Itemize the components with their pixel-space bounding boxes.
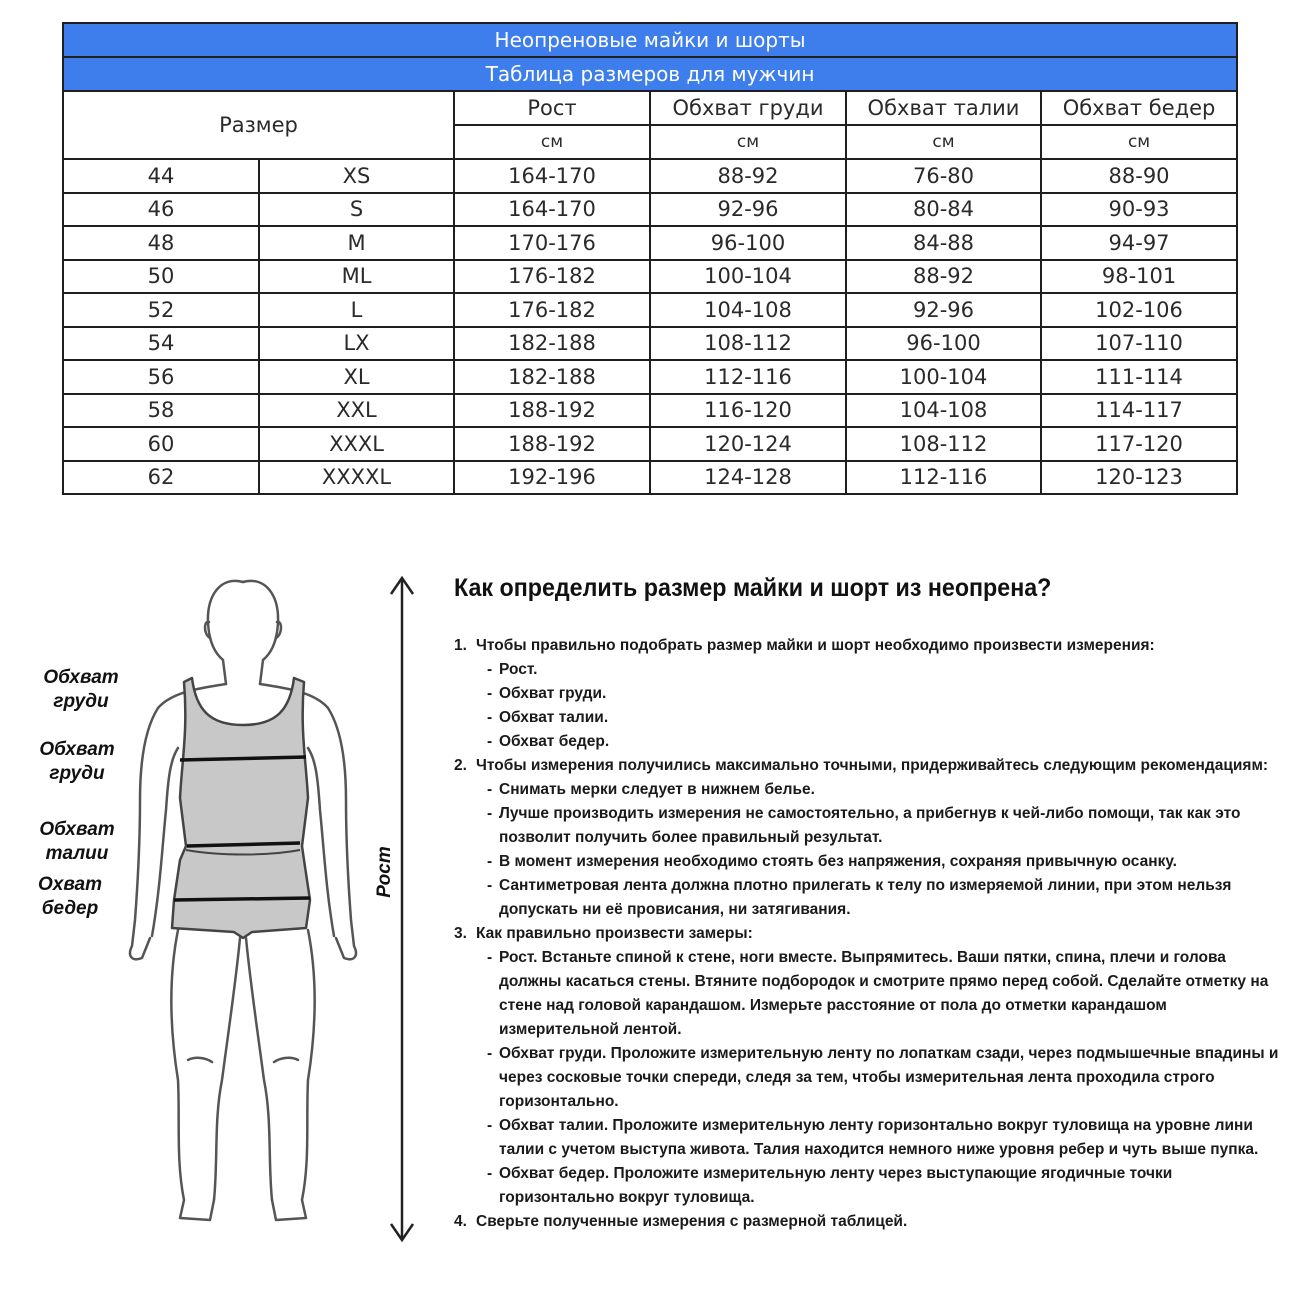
table-cell: LX: [259, 327, 454, 361]
column-unit-waist: см: [846, 125, 1041, 159]
table-cell: XXXL: [259, 427, 454, 461]
table-cell: 124-128: [650, 461, 846, 495]
instruction-subitem-text: Обхват талии. Проложите измерительную ленту горизонтально вокруг туловища на уровне лини талии с учетом выступа живота. Талия находится немного ниже уровня ребер и чуть выше пупка.: [499, 1117, 1259, 1158]
table-cell: 108-112: [650, 327, 846, 361]
size-table: [62, 22, 1238, 495]
instruction-subitem: - Обхват груди. Проложите измерительную ленту по лопаткам сзади, через подмышечные впадины и через сосковые точки спереди, следя за тем, чтобы измерительная лента проходила строго горизонтально.: [454, 1042, 1284, 1114]
table-row: [63, 226, 1237, 260]
table-row: [63, 327, 1237, 361]
table-cell: 107-110: [1041, 327, 1237, 361]
table-row: [63, 193, 1237, 227]
instruction-text: Сверьте полученные измерения с размерной таблицей.: [476, 1213, 908, 1230]
table-cell: 94-97: [1041, 226, 1237, 260]
table-cell: 46: [63, 193, 259, 227]
table-row: [63, 360, 1237, 394]
table-cell: S: [259, 193, 454, 227]
instruction-subitem: - Рост. Встаньте спиной к стене, ноги вместе. Выпрямитесь. Ваши пятки, спина, плечи и голова должны касаться стены. Втяните подбородок и смотрите прямо перед собой. Сделайте отметку на стене над головой карандашом. Измерьте расстояние от пола до отметки карандашом измерительной лентой.: [454, 946, 1284, 1042]
instruction-subitem-text: Снимать мерки следует в нижнем белье.: [499, 781, 815, 798]
table-cell: 88-92: [846, 260, 1041, 294]
label-chest-2: Обхват груди: [39, 739, 115, 784]
table-cell: 114-117: [1041, 394, 1237, 428]
label-height: Рост: [374, 846, 395, 898]
table-cell: 100-104: [650, 260, 846, 294]
table-cell: 112-116: [846, 461, 1041, 495]
table-cell: 98-101: [1041, 260, 1237, 294]
instructions-list: [454, 634, 1284, 1234]
column-header-waist: Обхват талии: [846, 91, 1041, 125]
instruction-subitem-text: Сантиметровая лента должна плотно прилегать к телу по измеряемой линии, при этом нельзя допускать ни её провисания, ни затягивания.: [499, 877, 1232, 918]
table-cell: 100-104: [846, 360, 1041, 394]
table-cell: 104-108: [650, 293, 846, 327]
instruction-item: [454, 1210, 1284, 1234]
column-header-chest: Обхват груди: [650, 91, 846, 125]
table-subtitle: Таблица размеров для мужчин: [63, 57, 1237, 91]
table-cell: 182-188: [454, 327, 650, 361]
instruction-subitem-text: Обхват груди. Проложите измерительную ленту по лопаткам сзади, через подмышечные впадины и через сосковые точки спереди, следя за тем, чтобы измерительная лента проходила строго горизонтально.: [499, 1045, 1279, 1110]
table-row: [63, 293, 1237, 327]
table-cell: 76-80: [846, 159, 1041, 193]
body-figure: [0, 560, 440, 1260]
label-chest-1: Обхват груди: [43, 667, 119, 712]
table-cell: 58: [63, 394, 259, 428]
table-cell: 84-88: [846, 226, 1041, 260]
table-row: [63, 427, 1237, 461]
table-cell: 176-182: [454, 260, 650, 294]
column-unit-hips: см: [1041, 125, 1237, 159]
table-cell: 120-124: [650, 427, 846, 461]
table-cell: 182-188: [454, 360, 650, 394]
instruction-subitem-text: Рост. Встаньте спиной к стене, ноги вместе. Выпрямитесь. Ваши пятки, спина, плечи и голова должны касаться стены. Втяните подбородок и смотрите прямо перед собой. Сделайте отметку на стене над головой карандашом. Измерьте расстояние от пола до отметки карандашом измерительной лентой.: [499, 949, 1269, 1038]
instruction-subitem-text: Обхват талии.: [499, 709, 609, 726]
instructions-title: Как определить размер майки и шорт из неопрена?: [454, 574, 1052, 602]
table-cell: 164-170: [454, 159, 650, 193]
table-row: [63, 394, 1237, 428]
table-cell: 164-170: [454, 193, 650, 227]
table-cell: 117-120: [1041, 427, 1237, 461]
instruction-subitem-text: В момент измерения необходимо стоять без напряжения, сохраняя привычную осанку.: [499, 853, 1177, 870]
table-row: [63, 159, 1237, 193]
table-cell: 108-112: [846, 427, 1041, 461]
instruction-subitem-text: Обхват бедер.: [499, 733, 610, 750]
table-cell: XS: [259, 159, 454, 193]
instruction-item: [454, 754, 1284, 778]
table-cell: 88-92: [650, 159, 846, 193]
instruction-number: 3.: [454, 925, 467, 942]
table-cell: 120-123: [1041, 461, 1237, 495]
table-cell: XXXXL: [259, 461, 454, 495]
column-unit-height: см: [454, 125, 650, 159]
instruction-subitem: - Обхват груди.: [454, 682, 1284, 706]
table-cell: 96-100: [650, 226, 846, 260]
instruction-subitem: - Обхват талии.: [454, 706, 1284, 730]
column-unit-chest: см: [650, 125, 846, 159]
table-cell: 62: [63, 461, 259, 495]
table-cell: 92-96: [846, 293, 1041, 327]
instruction-subitem-text: Рост.: [499, 661, 538, 678]
instruction-subitem-text: Лучше производить измерения не самостоятельно, а прибегнув к чей-либо помощи, так как это позволит получить более правильный результат.: [499, 805, 1241, 846]
size-header: Размер: [63, 91, 454, 159]
instruction-subitem: - Обхват бедер. Проложите измерительную ленту через выступающие ягодичные точки горизонтально вокруг туловища.: [454, 1162, 1284, 1210]
table-cell: XXL: [259, 394, 454, 428]
table-cell: 188-192: [454, 394, 650, 428]
instruction-subitem-text: Обхват бедер. Проложите измерительную ленту через выступающие ягодичные точки горизонтально вокруг туловища.: [499, 1165, 1173, 1206]
table-cell: 170-176: [454, 226, 650, 260]
table-cell: 111-114: [1041, 360, 1237, 394]
instruction-subitem: - Обхват талии. Проложите измерительную ленту горизонтально вокруг туловища на уровне лини талии с учетом выступа живота. Талия находится немного ниже уровня ребер и чуть выше пупка.: [454, 1114, 1284, 1162]
instruction-number: 1.: [454, 637, 467, 654]
column-header-hips: Обхват бедер: [1041, 91, 1237, 125]
table-cell: 80-84: [846, 193, 1041, 227]
table-cell: 56: [63, 360, 259, 394]
instruction-subitem-text: Обхват груди.: [499, 685, 607, 702]
table-cell: 104-108: [846, 394, 1041, 428]
instruction-subitem: - Рост.: [454, 658, 1284, 682]
instruction-text: Чтобы правильно подобрать размер майки и шорт необходимо произвести измерения:: [476, 637, 1155, 654]
table-cell: 44: [63, 159, 259, 193]
table-cell: XL: [259, 360, 454, 394]
table-cell: 52: [63, 293, 259, 327]
instruction-subitem: - Снимать мерки следует в нижнем белье.: [454, 778, 1284, 802]
table-row: [63, 461, 1237, 495]
instruction-subitem: - Обхват бедер.: [454, 730, 1284, 754]
table-cell: 92-96: [650, 193, 846, 227]
column-header-height: Рост: [454, 91, 650, 125]
instruction-item: [454, 922, 1284, 946]
instruction-text: Чтобы измерения получились максимально точными, придерживайтесь следующим рекомендациям:: [476, 757, 1269, 774]
table-cell: 192-196: [454, 461, 650, 495]
table-cell: 188-192: [454, 427, 650, 461]
table-row: [63, 260, 1237, 294]
size-rows: [63, 159, 1237, 494]
table-cell: 96-100: [846, 327, 1041, 361]
instruction-subitem: - В момент измерения необходимо стоять без напряжения, сохраняя привычную осанку.: [454, 850, 1284, 874]
table-cell: 116-120: [650, 394, 846, 428]
instruction-text: Как правильно произвести замеры:: [476, 925, 753, 942]
table-cell: ML: [259, 260, 454, 294]
table-cell: 90-93: [1041, 193, 1237, 227]
label-waist: Обхват талии: [39, 819, 115, 864]
instruction-subitem: - Сантиметровая лента должна плотно прилегать к телу по измеряемой линии, при этом нельзя допускать ни её провисания, ни затягивания.: [454, 874, 1284, 922]
table-cell: 48: [63, 226, 259, 260]
table-cell: 112-116: [650, 360, 846, 394]
table-cell: L: [259, 293, 454, 327]
instruction-number: 2.: [454, 757, 467, 774]
instruction-number: 4.: [454, 1213, 467, 1230]
table-cell: 102-106: [1041, 293, 1237, 327]
table-cell: 54: [63, 327, 259, 361]
table-cell: M: [259, 226, 454, 260]
table-cell: 60: [63, 427, 259, 461]
table-title: Неопреновые майки и шорты: [63, 23, 1237, 57]
instruction-item: [454, 634, 1284, 658]
table-cell: 88-90: [1041, 159, 1237, 193]
table-cell: 176-182: [454, 293, 650, 327]
table-cell: 50: [63, 260, 259, 294]
instruction-subitem: - Лучше производить измерения не самостоятельно, а прибегнув к чей-либо помощи, так как это позволит получить более правильный результат.: [454, 802, 1284, 850]
label-hips: Охват бедер: [37, 874, 103, 919]
